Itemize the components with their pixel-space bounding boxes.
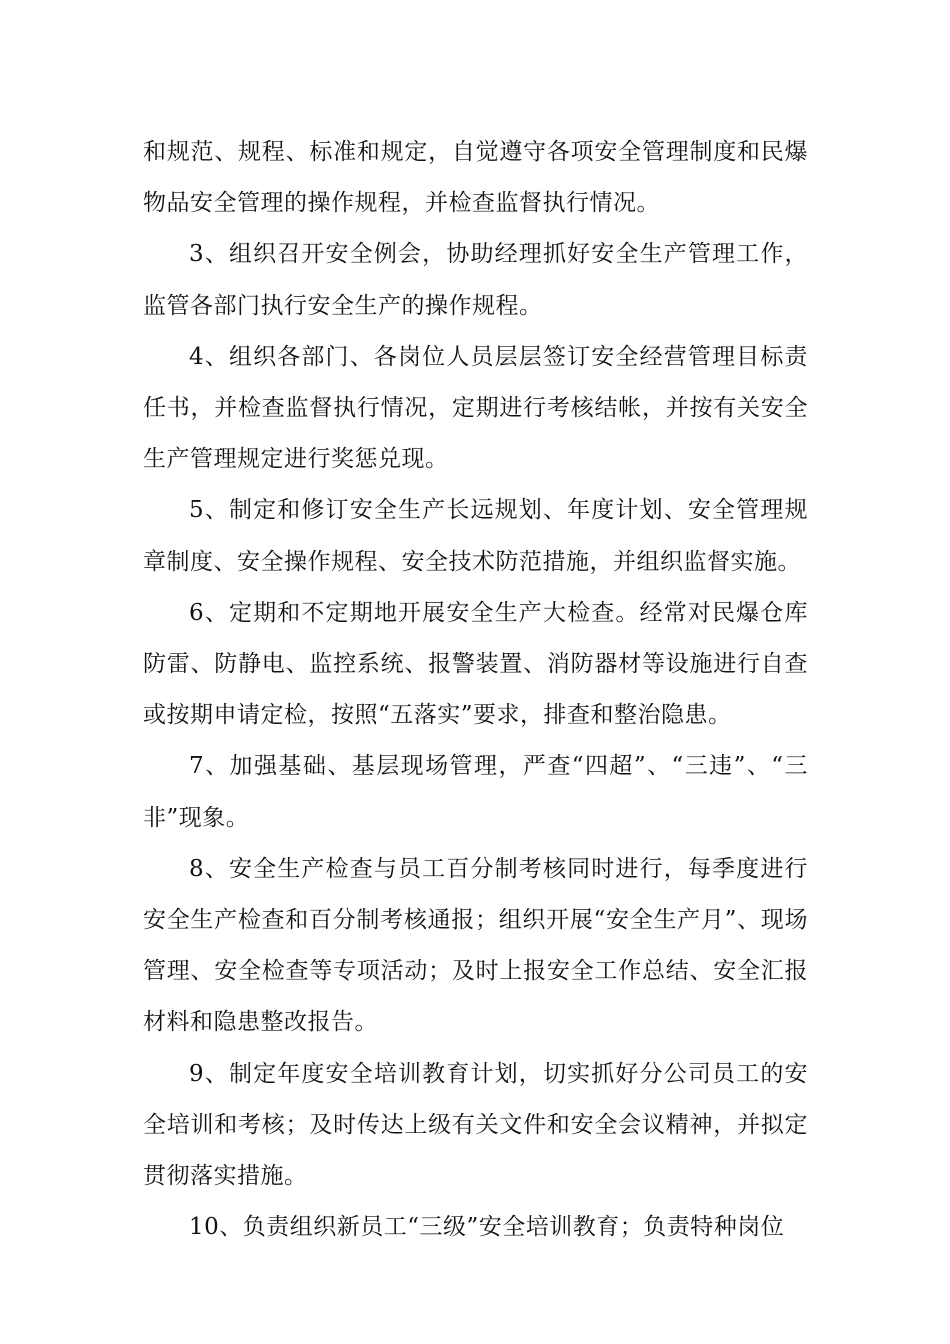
paragraph-continuation: 和规范、规程、标准和规定，自觉遵守各项安全管理制度和民爆物品安全管理的操作规程，并检查监督执行情况。 — [143, 139, 808, 217]
document-body — [143, 127, 808, 1253]
paragraph-item-10: 10、负责组织新员工“三级”安全培训教育；负责特种岗位 — [189, 1214, 785, 1241]
paragraph-item-5: 5、制定和修订安全生产长远规划、年度计划、安全管理规章制度、安全操作规程、安全技术防范措施，并组织监督实施。 — [143, 497, 808, 575]
paragraph-item-6: 6、定期和不定期地开展安全生产大检查。经常对民爆仓库防雷、防静电、监控系统、报警装置、消防器材等设施进行自查或按期申请定检，按照“五落实”要求，排查和整治隐患。 — [143, 599, 808, 729]
paragraph-item-7: 7、加强基础、基层现场管理，严查“四超”、“三违”、“三非”现象。 — [143, 753, 808, 831]
paragraph-item-3: 3、组织召开安全例会，协助经理抓好安全生产管理工作，监管各部门执行安全生产的操作规程。 — [143, 241, 808, 319]
paragraph-item-9: 9、制定年度安全培训教育计划，切实抓好分公司员工的安全培训和考核；及时传达上级有关文件和安全会议精神，并拟定贯彻落实措施。 — [143, 1060, 808, 1190]
paragraph-item-4: 4、组织各部门、各岗位人员层层签订安全经营管理目标责任书，并检查监督执行情况，定期进行考核结帐，并按有关安全生产管理规定进行奖惩兑现。 — [143, 343, 808, 473]
paragraph-item-8: 8、安全生产检查与员工百分制考核同时进行，每季度进行安全生产检查和百分制考核通报；组织开展“安全生产月”、现场管理、安全检查等专项活动；及时上报安全工作总结、安全汇报材料和隐患整改报告。 — [143, 855, 808, 1036]
